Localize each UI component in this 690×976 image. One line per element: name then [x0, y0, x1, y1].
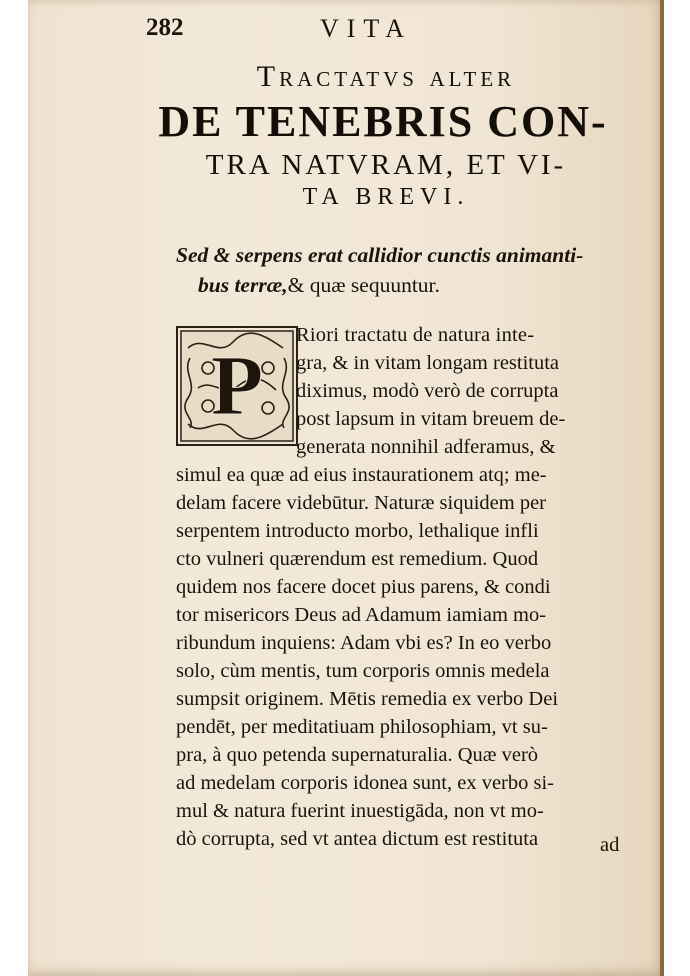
title-line-2: DE TENEBRIS CON-: [158, 97, 608, 146]
ornamental-initial-p-icon: [176, 326, 298, 446]
quote-line-1: Sed & serpens erat callidior cunctis animanti-: [176, 243, 584, 267]
body-line-2: gra, & in vitam longam restituta: [296, 352, 560, 374]
page-number: 282: [146, 14, 184, 41]
body-line-10: quidem nos facere docet pius parens, & condi: [176, 576, 551, 598]
page-edge: [660, 0, 664, 976]
body-line-7: delam facere videbūtur. Naturæ siquidem per: [176, 492, 547, 514]
body-line-8: serpentem introducto morbo, lethalique infli: [176, 520, 539, 542]
body-line-17: ad medelam corporis idonea sunt, ex verbo si-: [176, 772, 554, 794]
title-line-1: Tractatvs alter: [256, 60, 516, 93]
body-line-4: post lapsum in vitam breuem de-: [296, 408, 566, 430]
body-line-9: cto vulneri quærendum est remedium. Quod: [176, 548, 539, 570]
quote-line-2-roman: & quæ sequuntur.: [287, 273, 440, 297]
running-head: VITA: [320, 14, 413, 43]
body-line-1: Riori tractatu de natura inte-: [296, 324, 535, 346]
body-line-16: pra, à quo petenda supernaturalia. Quæ verò: [176, 744, 539, 766]
body-line-19: dò corrupta, sed vt antea dictum est restituta: [176, 828, 539, 850]
body-line-18: mul & natura fuerint inuestigāda, non vt mo-: [176, 800, 544, 822]
treatise-title: [146, 58, 626, 212]
page-header: [146, 14, 606, 50]
body-line-12: ribundum inquiens: Adam vbi es? In eo verbo: [176, 632, 552, 654]
body-line-15: pendēt, per meditatiuam philosophiam, vt su-: [176, 716, 548, 738]
body-line-6: simul ea quæ ad eius instaurationem atq; me-: [176, 464, 547, 486]
quote-line-2-italic: bus terræ,: [198, 273, 288, 297]
body-line-13: solo, cùm mentis, tum corporis omnis medela: [176, 660, 550, 682]
catchword: ad: [600, 834, 620, 856]
scripture-quote: [176, 240, 636, 300]
body-line-14: sumpsit originem. Mētis remedia ex verbo Dei: [176, 688, 559, 710]
body-line-5: generata nonnihil adferamus, &: [296, 436, 556, 458]
body-line-11: tor misericors Deus ad Adamum iamiam mo-: [176, 604, 547, 626]
title-line-3: TRA NATVRAM, ET VI-: [205, 149, 567, 181]
svg-text:P: P: [210, 337, 264, 433]
title-line-4: TA BREVI.: [302, 184, 470, 210]
body-line-3: diximus, modò verò de corrupta: [296, 380, 559, 402]
